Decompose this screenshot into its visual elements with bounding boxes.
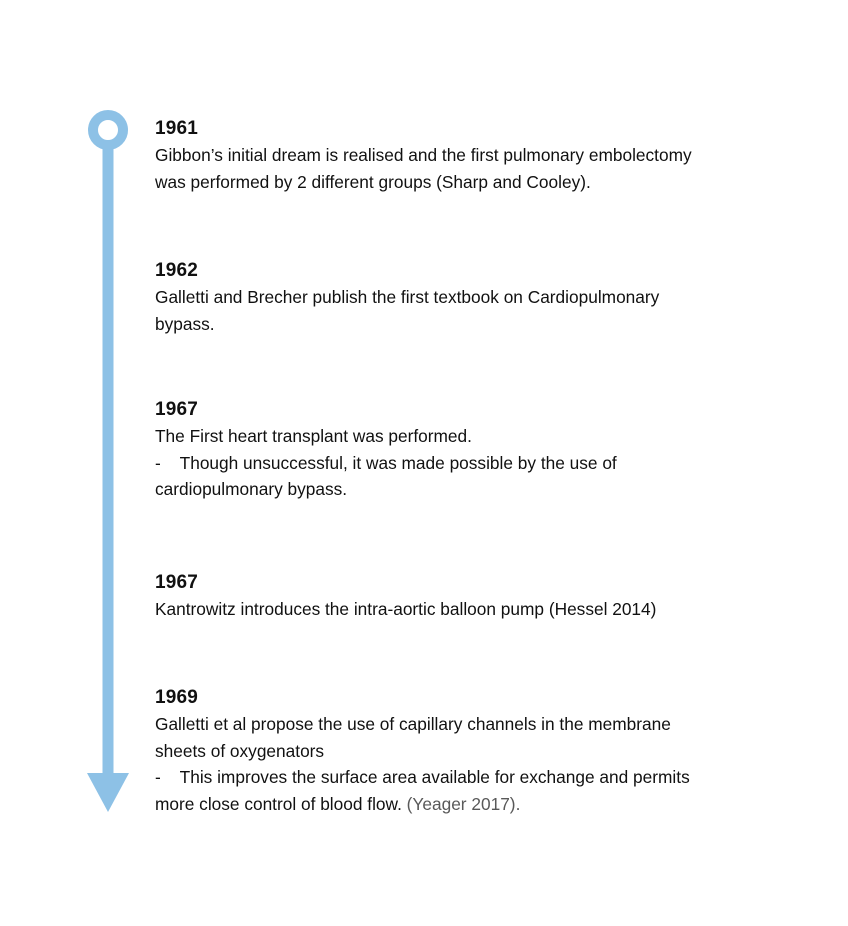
- entry-text-line: [155, 738, 790, 765]
- body-text: cardiopulmonary bypass.: [155, 479, 348, 499]
- entry-year: 1961: [155, 118, 199, 139]
- body-text: sheets of oxygenators: [155, 740, 325, 761]
- timeline-start-node-icon: [93, 115, 123, 145]
- body-text: Galletti et al propose the use of capillary channels in the membrane: [155, 714, 671, 734]
- entry-text-line: [155, 476, 790, 503]
- entry-text-line: [155, 142, 790, 169]
- entry-text-line: [155, 169, 790, 196]
- entry-text-line: [155, 423, 790, 450]
- timeline-arrow: [80, 105, 140, 820]
- entry-text-line: [155, 791, 790, 818]
- timeline-entry: [155, 116, 790, 195]
- timeline-entry: [155, 685, 790, 817]
- body-text: was performed by 2 different groups (Sharp and Cooley).: [155, 171, 591, 192]
- entry-year: 1962: [155, 260, 199, 281]
- entry-text-line: [155, 284, 790, 311]
- body-text: Kantrowitz introduces the intra-aortic balloon pump (Hessel 2014): [155, 599, 657, 619]
- entry-year: 1967: [155, 399, 199, 420]
- timeline-entry: [155, 397, 790, 503]
- entry-year: 1969: [155, 687, 199, 708]
- body-text: Galletti and Brecher publish the first textbook on Cardiopulmonary: [155, 287, 660, 307]
- body-text: Gibbon’s initial dream is realised and the first pulmonary embolectomy: [155, 145, 692, 165]
- timeline-entry: [155, 570, 790, 623]
- entry-year: 1967: [155, 572, 199, 593]
- entry-text-line: [155, 450, 790, 477]
- entry-text-line: [155, 711, 790, 738]
- entry-text-line: [155, 596, 790, 623]
- body-text: - This improves the surface area available for exchange and permits: [155, 767, 690, 787]
- citation-text: (Yeager 2017).: [406, 793, 521, 814]
- entry-text-line: [155, 311, 790, 338]
- body-text: The First heart transplant was performed.: [155, 426, 472, 446]
- body-text: bypass.: [155, 313, 215, 334]
- timeline-line: [103, 145, 114, 777]
- body-text: - Though unsuccessful, it was made possible by the use of: [155, 452, 617, 473]
- entry-text-line: [155, 764, 790, 791]
- arrow-down-icon: [87, 773, 129, 812]
- body-text: more close control of blood flow.: [155, 793, 407, 814]
- timeline-entry: [155, 258, 790, 337]
